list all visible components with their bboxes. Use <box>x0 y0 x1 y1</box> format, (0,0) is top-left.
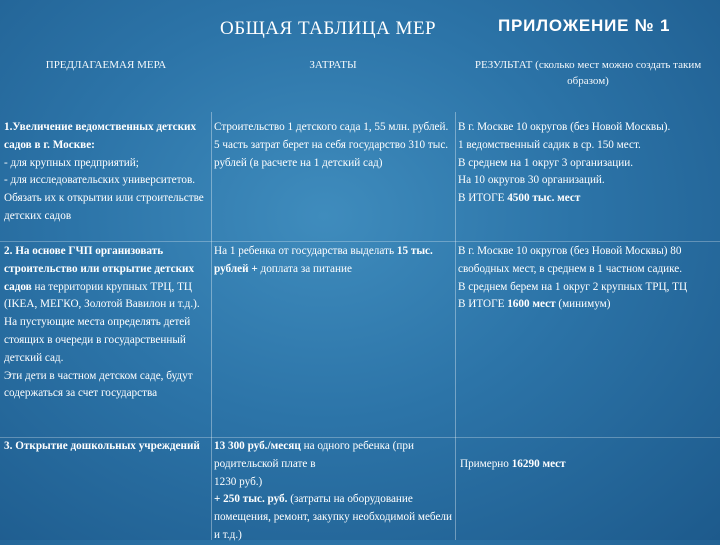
row2-measure <box>4 243 210 403</box>
row2-costs-text: На 1 ребенка от государства выделать <box>214 245 397 257</box>
row3-measure <box>4 438 210 456</box>
row2-result-text: В г. Москве 10 округов (без Новой Москвы) 80 свободных мест, в среднем в 1 частном садике. В среднем берем на 1 округ 2 крупных ТРЦ, ТЦ В ИТОГЕ <box>458 245 688 311</box>
row1-measure-heading: 1.Увеличение ведомственных детских садов в г. Москве: <box>4 121 197 151</box>
table-title: ОБЩАЯ ТАБЛИЦА МЕР <box>220 18 437 39</box>
row1-result-total: 4500 тыс. мест <box>507 192 581 205</box>
header-costs: ЗАТРАТЫ <box>309 59 357 71</box>
row3-costs-monthly: 13 300 руб./месяц <box>214 440 301 452</box>
row2-result-note: (минимум) <box>555 298 611 311</box>
row3-costs-extra: (затраты на оборудование помещения, ремонт, закупку необходимой мебели и т.д.) <box>214 493 452 541</box>
row2-result <box>458 243 716 314</box>
row3-result-total: 16290 мест <box>511 458 566 470</box>
row3-costs-equipment: + 250 тыс. руб. <box>214 493 288 506</box>
column-divider <box>211 112 212 540</box>
row2-result-total: 1600 мест <box>507 298 556 311</box>
row1-result <box>458 119 716 208</box>
row3-costs-text: на одного ребенка (при родительской плате в 1230 руб.) <box>214 440 414 488</box>
row-divider <box>0 241 720 242</box>
appendix-label: ПРИЛОЖЕНИЕ № 1 <box>498 16 671 35</box>
row2-costs-amount: 15 тыс. рублей + <box>214 245 433 275</box>
row1-measure-details: - для крупных предприятий; - для исследовательских университетов. Обязать их к открытии или строительстве детских садов <box>4 156 204 222</box>
row1-measure <box>4 119 210 226</box>
header-measure: ПРЕДЛАГАЕМАЯ МЕРА <box>45 59 167 71</box>
row2-measure-details: на территории крупных ТРЦ, ТЦ (IKEA, МЕГКО, Золотой Вавилон и т.д.). На пустующие места определять детей стоящих в очереди в государственный детский сад. Эти дети в частном детском саде, будут содержаться за счет государства <box>4 280 200 400</box>
header-result: РЕЗУЛЬТАТ (сколько мест можно создать таким образом) <box>474 59 702 87</box>
row3-result <box>460 456 718 474</box>
row2-measure-heading: 2. На основе ГЧП организовать строительство или открытие детских садов <box>4 245 195 293</box>
column-divider <box>455 112 456 540</box>
row3-costs <box>214 438 454 545</box>
row2-costs-extra: доплата за питание <box>257 262 352 275</box>
row2-costs <box>214 243 454 279</box>
row1-costs: Строительство 1 детского сада 1, 55 млн. рублей. 5 часть затрат берет на себя государство 310 тыс. рублей (в расчете на 1 детский сад) <box>214 121 449 169</box>
row1-result-text: В г. Москве 10 округов (без Новой Москвы). 1 ведомственный садик в ср. 150 мест. В среднем на 1 округ 3 организации. На 10 округов 30 организаций. В ИТОГЕ <box>458 121 671 205</box>
row3-result-text: Примерно <box>460 458 512 470</box>
row3-measure-heading: 3. Открытие дошкольных учреждений <box>4 440 200 452</box>
